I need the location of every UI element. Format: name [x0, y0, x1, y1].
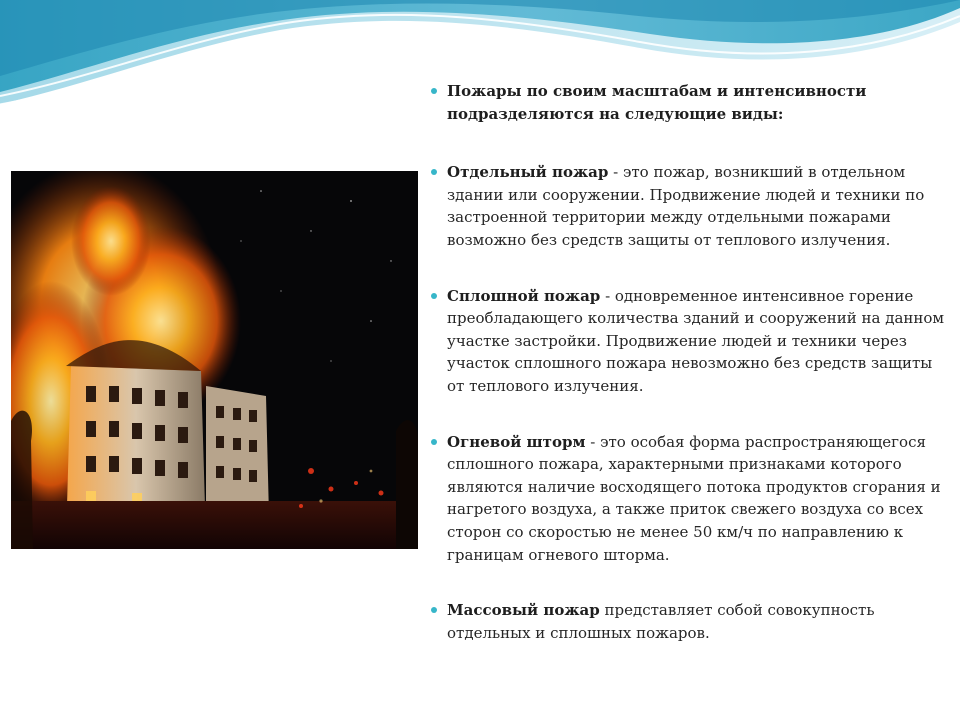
- burning-building-photo: [11, 171, 418, 549]
- bullet-dot: [431, 88, 437, 94]
- list-item-mass-fire: [431, 599, 951, 644]
- term-separate-fire: Отдельный пожар: [447, 163, 609, 182]
- definition-continuous-fire: - одновременное интенсивное горение преобладающего количества зданий и сооружений на данном участке застройки. Продвижение людей и техники через участок сплошного пожара невозможно без средств защиты от теплового излучения.: [447, 286, 945, 395]
- bullet-dot: [431, 169, 437, 175]
- bullet-dot: [431, 293, 437, 299]
- term-firestorm: Огневой шторм: [447, 432, 586, 451]
- list-item-separate-fire: [431, 161, 951, 251]
- list-item-continuous-fire: [431, 285, 951, 398]
- text-content: [431, 80, 951, 644]
- definition-mass-fire: представляет собой совокупность отдельных и сплошных пожаров.: [447, 601, 875, 642]
- bullet-dot: [431, 607, 437, 613]
- term-continuous-fire: Сплошной пожар: [447, 286, 601, 305]
- list-item-firestorm: [431, 431, 951, 567]
- bullet-dot: [431, 439, 437, 445]
- definition-firestorm: - это особая форма распространяющегося сплошного пожара, характерными признаками которого являются наличие восходящего потока продуктов сгорания и нагретого воздуха, а также приток свежего воздуха со всех сторон со скоростью не менее 50 км/ч по направлению к границам огневого шторма.: [447, 432, 941, 564]
- definition-separate-fire: - это пожар, возникший в отдельном здании или сооружении. Продвижение людей и техники по застроенной территории между отдельными пожарами возможно без средств защиты от теплового излучения.: [447, 163, 925, 249]
- intro-item: [431, 80, 951, 125]
- intro-text: Пожары по своим масштабам и интенсивности подразделяются на следующие виды:: [447, 82, 867, 123]
- term-mass-fire: Массовый пожар: [447, 601, 600, 620]
